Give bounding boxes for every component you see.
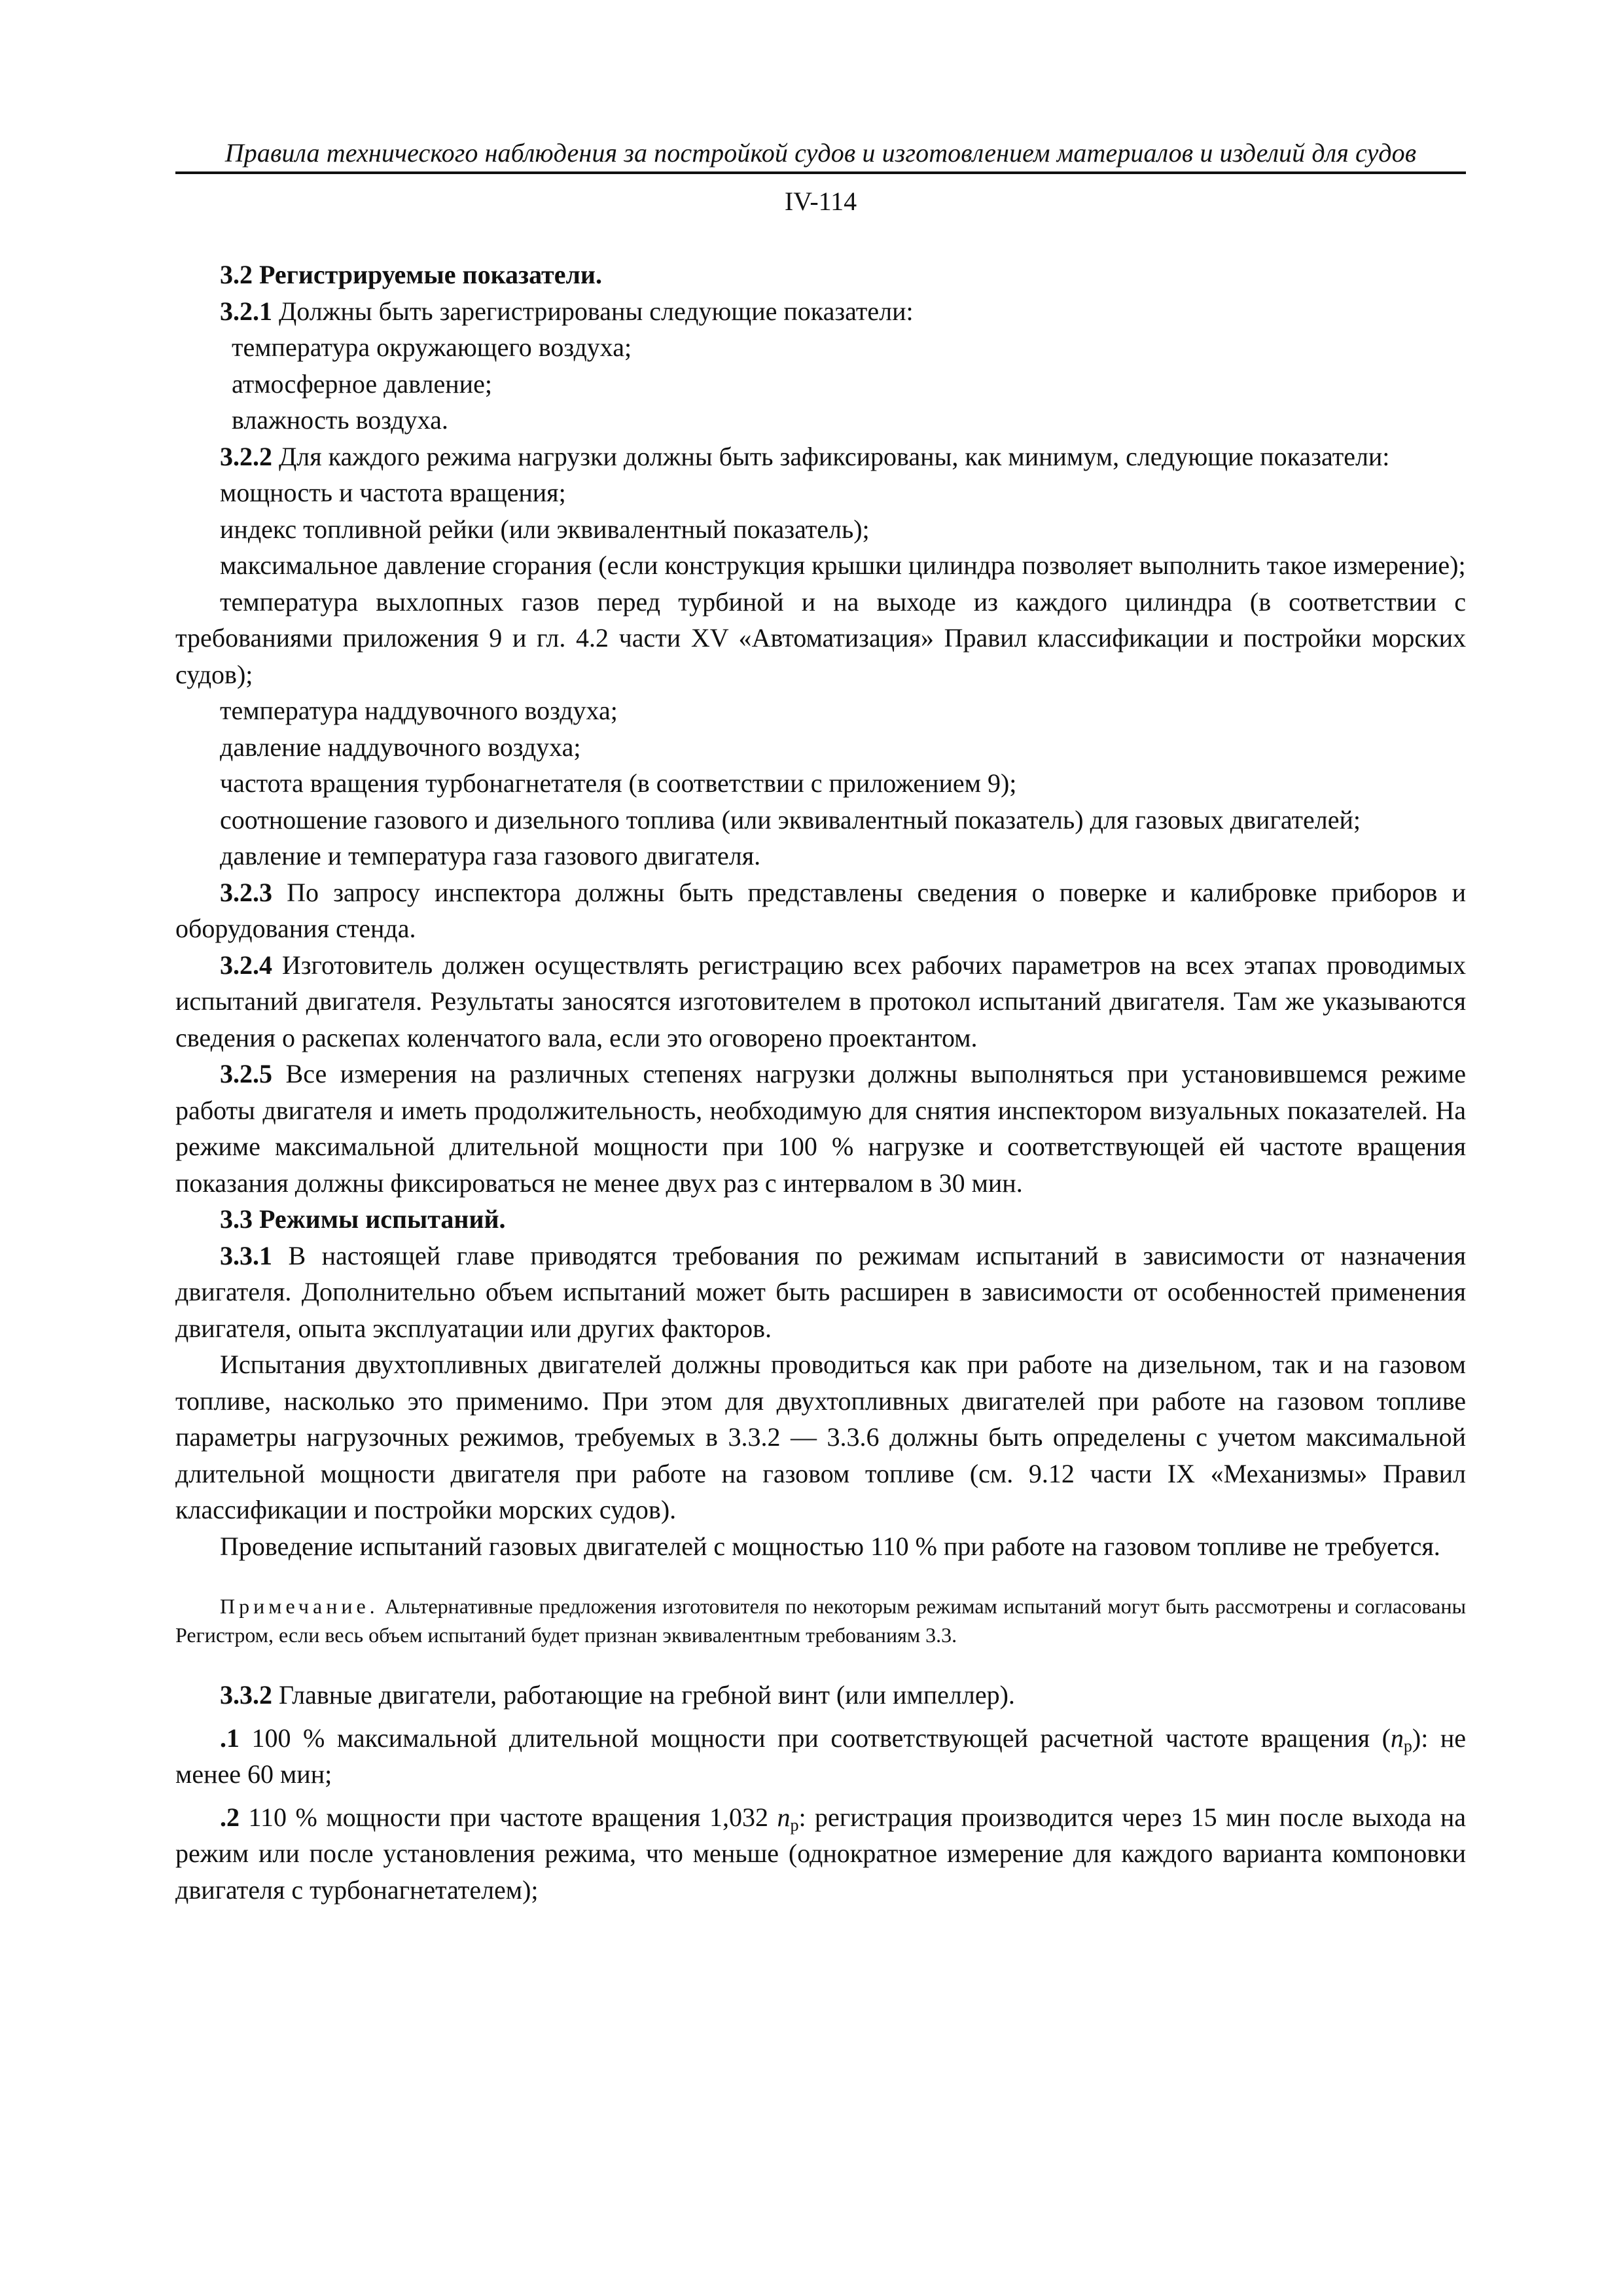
item-text-end: : регистрация производится через 15 мин после выхода на режим или после установления режима, что меньше (однократное измерение для каждого варианта компоновки двигателя с турбонагнетателем);: [175, 1802, 1466, 1905]
paragraph-text: Изготовитель должен осуществлять регистрацию всех рабочих параметров на всех этапах проводимых испытаний двигателя. Результаты заносятся изготовителем в протокол испытаний двигателя. Там же указываются сведения о раскепах коленчатого вала, если это оговорено проектантом.: [175, 950, 1466, 1052]
item-text: 100 % максимальной длительной мощности при соответствующей расчетной частоте вращения (: [240, 1723, 1391, 1753]
paragraph-dual-fuel: Испытания двухтопливных двигателей должны проводиться как при работе на дизельном, так и на газовом топливе, насколько это применимо. При этом для двухтопливных двигателей при работе на газовом топливе параметры нагрузочных режимов, требуемых в 3.3.2 — 3.3.6 должны быть определены с учетом максимальной длительной мощности двигателя при работе на газовом топливе (см. 9.12 части IX «Механизмы» Правил классификации и постройки морских судов).: [175, 1350, 1466, 1524]
variable-n: n: [777, 1802, 791, 1832]
paragraph-3-2-1: [175, 293, 1466, 330]
section-heading-3-2: 3.2 Регистрируемые показатели.: [220, 260, 602, 289]
note-label: Примечание.: [220, 1594, 379, 1618]
clause-number: 3.2.1: [220, 296, 272, 326]
paragraph-text: Должны быть зарегистрированы следующие показатели:: [272, 296, 914, 326]
variable-subscript: р: [1403, 1736, 1412, 1755]
list-item: давление и температура газа газового двигателя.: [220, 841, 761, 870]
paragraph-3-2-4: [175, 947, 1466, 1056]
list-item: атмосферное давление;: [232, 368, 492, 399]
running-header: [175, 136, 1466, 174]
paragraph-gas-110: Проведение испытаний газовых двигателей с мощностью 110 % при работе на газовом топливе не требуется.: [220, 1531, 1440, 1561]
item-text: 110 % мощности при частоте вращения 1,032: [240, 1802, 777, 1832]
item-number: .1: [220, 1723, 240, 1753]
paragraph-3-3-2: [175, 1677, 1466, 1713]
header-title: Правила технического наблюдения за постройкой судов и изготовлением материалов и изделий для судов: [224, 138, 1417, 168]
list-item: соотношение газового и дизельного топлива (или эквивалентный показатель) для газовых двигателей;: [220, 804, 1361, 834]
paragraph-text: По запросу инспектора должны быть представлены сведения о поверке и калибровке приборов и оборудования стенда.: [175, 877, 1466, 943]
paragraph-3-2-2: [175, 439, 1466, 475]
clause-number: 3.2.4: [220, 950, 272, 980]
paragraph-3-2-5: [175, 1056, 1466, 1201]
document-body: [175, 257, 1466, 1908]
list-item-2: [175, 1799, 1466, 1909]
list-item: мощность и частота вращения;: [220, 478, 566, 507]
variable-subscript: р: [790, 1815, 799, 1835]
list-item: температура выхлопных газов перед турбиной и на выходе из каждого цилиндра (в соответствии с требованиями приложения 9 и гл. 4.2 части XV «Автоматизация» Правил классификации и постройки морских судов);: [175, 586, 1466, 689]
list-item: индекс топливной рейки (или эквивалентный показатель);: [220, 514, 870, 544]
variable-n: n: [1390, 1723, 1404, 1753]
item-number: .2: [220, 1802, 240, 1832]
clause-number: 3.3.2: [220, 1680, 272, 1710]
note-block: [175, 1592, 1466, 1649]
paragraph-text: Главные двигатели, работающие на гребной винт (или импеллер).: [272, 1680, 1015, 1710]
list-item: температура окружающего воздуха;: [232, 332, 632, 362]
list-item: максимальное давление сгорания (если конструкция крышки цилиндра позволяет выполнить такое измерение);: [220, 550, 1466, 580]
paragraph-3-3-1: [175, 1238, 1466, 1347]
note-text: Альтернативные предложения изготовителя по некоторым режимам испытаний могут быть рассмотрены и согласованы Регистром, если весь объем испытаний будет признан эквивалентным требованиям 3.3.: [175, 1594, 1466, 1647]
header-rule: [175, 171, 1466, 174]
section-heading-3-3: 3.3 Режимы испытаний.: [220, 1204, 506, 1234]
clause-number: 3.2.2: [220, 441, 272, 471]
clause-number: 3.2.3: [220, 877, 272, 907]
list-item: температура наддувочного воздуха;: [220, 696, 618, 725]
note-paragraph: [175, 1592, 1466, 1649]
paragraph-text: Все измерения на различных степенях нагрузки должны выполняться при установившемся режиме работы двигателя и иметь продолжительность, необходимую для снятия инспектором визуальных показателей. На режиме максимальной длительной мощности при 100 % нагрузке и соответствующей ей частоте вращения показания должны фиксироваться не менее двух раз с интервалом в 30 мин.: [175, 1059, 1466, 1198]
clause-number: 3.3.1: [220, 1240, 272, 1270]
paragraph-text: В настоящей главе приводятся требования по режимам испытаний в зависимости от назначения двигателя. Дополнительно объем испытаний может быть расширен в зависимости от особенностей применения двигателя, опыта эксплуатации или других факторов.: [175, 1240, 1466, 1343]
page-number: IV-114: [784, 187, 857, 216]
list-item: частота вращения турбонагнетателя (в соответствии с приложением 9);: [220, 768, 1017, 798]
paragraph-text: Для каждого режима нагрузки должны быть зафиксированы, как минимум, следующие показатели:: [272, 441, 1390, 471]
list-item: давление наддувочного воздуха;: [220, 732, 581, 762]
paragraph-3-2-3: [175, 874, 1466, 947]
list-item: влажность воздуха.: [232, 405, 448, 435]
item-text-end: ): не менее 60 мин;: [175, 1723, 1467, 1789]
list-item-1: [175, 1720, 1466, 1793]
clause-number: 3.2.5: [220, 1059, 272, 1088]
